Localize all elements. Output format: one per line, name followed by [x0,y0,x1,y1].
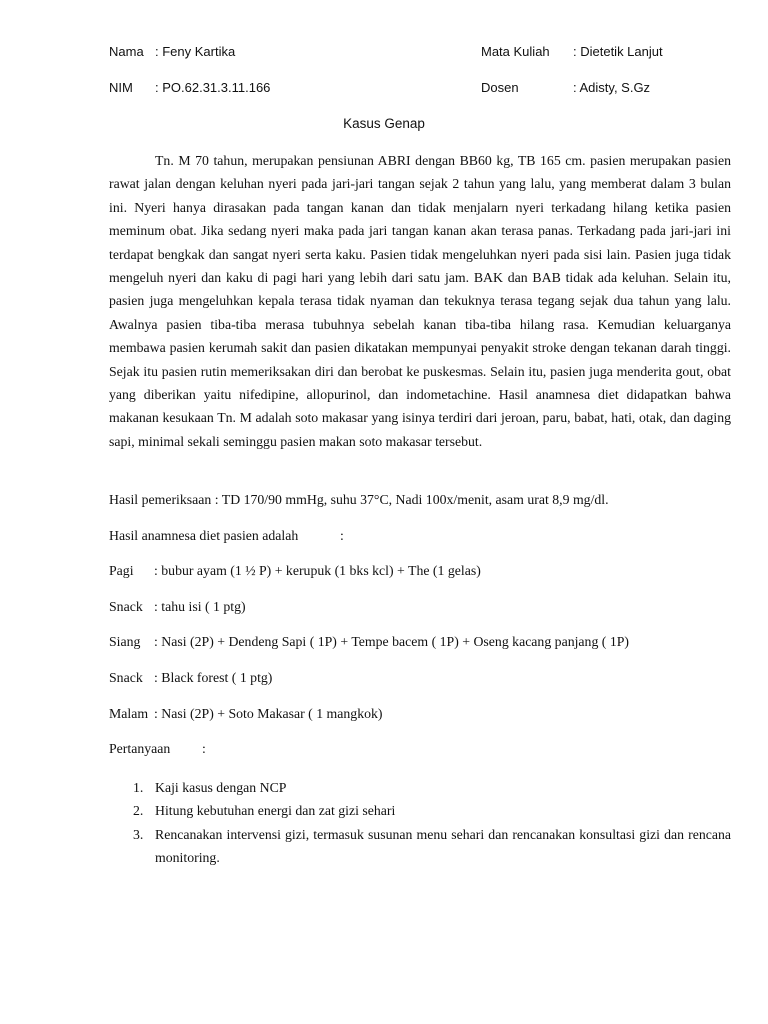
diet-heading [109,528,344,544]
nama-label: Nama [109,44,144,59]
list-item [109,799,731,822]
dosen-label: Dosen [481,80,519,95]
list-text: Kaji kasus dengan NCP [155,780,287,795]
diet-row-malam [109,706,383,722]
diet-meal-label: Pagi [109,563,134,578]
page-title: Kasus Genap [343,116,425,131]
questions-colon: : [202,741,206,756]
diet-heading-label: Hasil anamnesa diet pasien adalah [109,528,299,543]
nim-label: NIM [109,80,133,95]
mata-kuliah-label: Mata Kuliah [481,44,550,59]
diet-heading-colon: : [340,528,344,543]
list-item [109,823,731,870]
diet-meal-value: : Black forest ( 1 ptg) [154,670,273,685]
questions-list [109,776,731,870]
nama-value: : Feny Kartika [155,44,236,59]
diet-row-snack-2 [109,670,273,686]
diet-meal-value: : Nasi (2P) + Soto Makasar ( 1 mangkok) [154,706,383,721]
list-number: 1. [133,780,144,795]
mata-kuliah-value: : Dietetik Lanjut [573,44,663,59]
questions-heading [109,741,206,757]
dosen-value: : Adisty, S.Gz [573,80,651,95]
diet-meal-label: Snack [109,599,143,614]
nim-value: : PO.62.31.3.11.166 [155,80,271,95]
diet-meal-label: Snack [109,670,143,685]
diet-meal-value: : tahu isi ( 1 ptg) [154,599,246,614]
case-paragraph: Tn. M 70 tahun, merupakan pensiunan ABRI dengan BB60 kg, TB 165 cm. pasien merupakan pasien rawat jalan dengan keluhan nyeri pada jari-jari tangan sejak 2 tahun yang lalu, yang memberat dalam 3 bulan ini. Nyeri hanya dirasakan pada tangan kanan dan tidak menjalarn nyeri terkadang hilang ketika pasien meminum obat. Jika sedang nyeri maka pada jari tangan kanan akan terasa panas. Terkadang pada jari-jari ini terdapat bengkak dan sangat nyeri serta kaku. Pasien tidak mengeluhkan nyeri pada sisi lain. Pasien juga tidak mengeluh nyeri dan kaku di pagi hari yang lebih dari satu jam. BAK dan BAB tidak ada keluhan. Selain itu, pasien juga mengeluhkan kepala terasa tidak nyaman dan tekuknya terasa tegang sejak dua tahun yang lalu. Awalnya pasien tiba-tiba merasa tubuhnya sebelah kanan tiba-tiba hilang rasa. Kemudian keluarganya membawa pasien kerumah sakit dan pasien dikatakan mempunyai penyakit stroke dengan tekanan darah tinggi. Sejak itu pasien rutin memeriksakan diri dan berobat ke puskesmas. Selain itu, pasien juga menderita gout, obat yang diberikan yaitu nifedipine, allopurinol, dan indometachine. Hasil anamnesa diet didapatkan bahwa makanan kesukaan Tn. M adalah soto makasar yang isinya terdiri dari jeroan, paru, babat, hati, otak, dan daging sapi, minimal sekali seminggu pasien makan soto makasar tersebut. [109,153,731,449]
diet-meal-label: Siang [109,634,141,649]
list-text: Hitung kebutuhan energi dan zat gizi sehari [155,803,396,819]
exam-results: Hasil pemeriksaan : TD 170/90 mmHg, suhu 37°C, Nadi 100x/menit, asam urat 8,9 mg/dl. [109,492,609,507]
list-number: 3. [133,826,144,842]
list-text: Rencanakan intervensi gizi, termasuk susunan menu sehari dan rencanakan konsultasi gizi dan rencana monitoring. [155,826,731,866]
list-number: 2. [133,803,144,819]
diet-meal-value: : bubur ayam (1 ½ P) + kerupuk (1 bks kcl) + The (1 gelas) [154,563,481,578]
diet-meal-value: : Nasi (2P) + Dendeng Sapi ( 1P) + Tempe bacem ( 1P) + Oseng kacang panjang ( 1P) [154,634,630,649]
questions-label: Pertanyaan [109,741,171,756]
diet-meal-label: Malam [109,706,149,721]
diet-row-siang [109,634,630,650]
diet-row-pagi [109,563,481,579]
list-item [109,776,731,799]
diet-row-snack-1 [109,599,246,615]
